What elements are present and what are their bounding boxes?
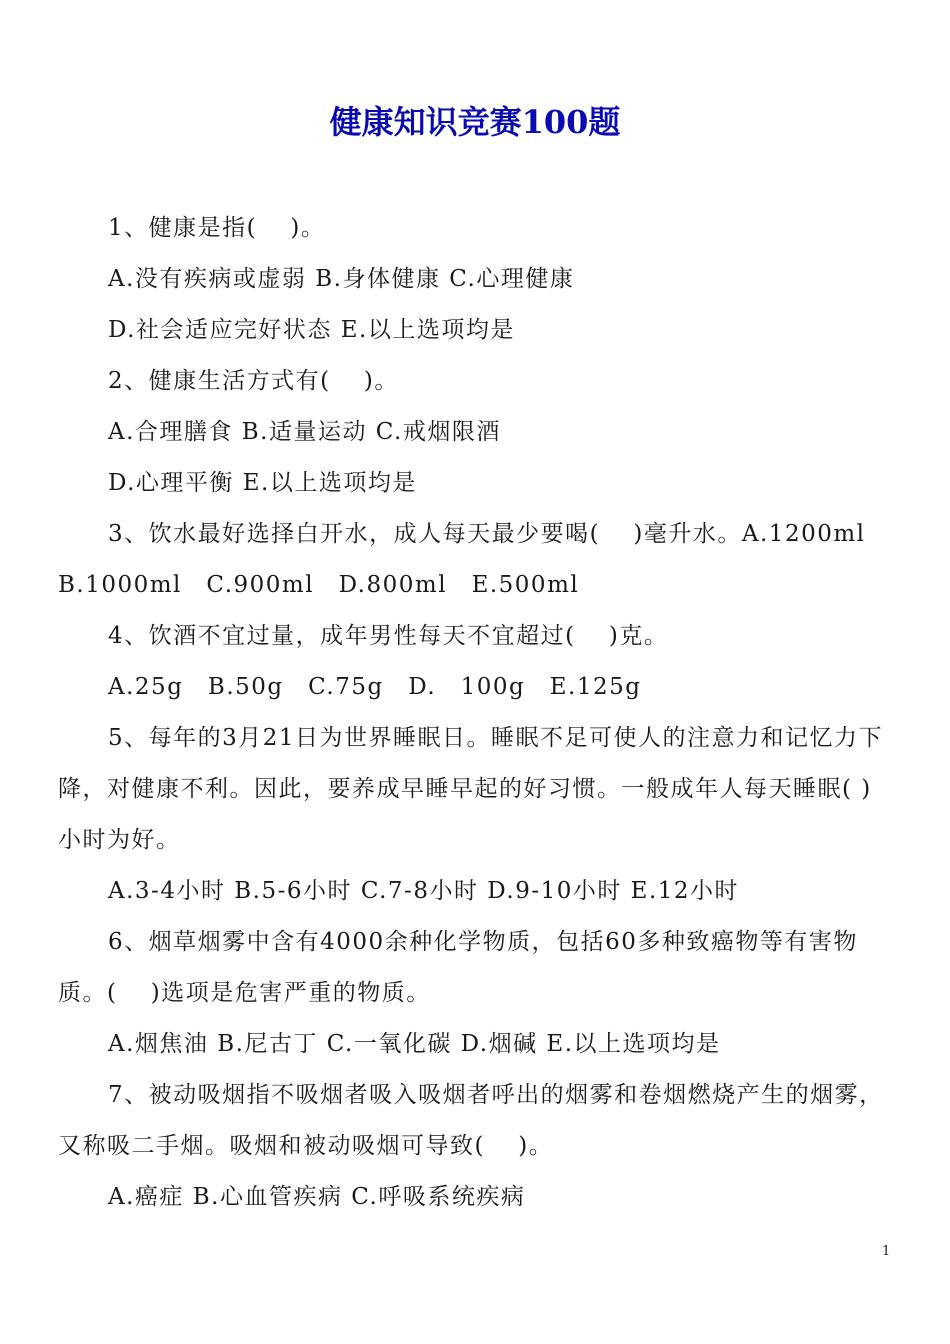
page-title: 健康知识竞赛100题 [329,103,621,141]
question-2: 2、健康生活方式有( )。 [108,368,399,394]
document-body [58,203,893,1223]
question-1-options-a-c: A.没有疾病或虚弱 B.身体健康 C.心理健康 [108,266,575,292]
question-2-options-a-c: A.合理膳食 B.适量运动 C.戒烟限酒 [108,419,501,445]
question-5: 5、每年的3月21日为世界睡眠日。睡眠不足可使人的注意力和记忆力下降，对健康不利。因此，要养成早睡早起的好习惯。一般成年人每天睡眠( )小时为好。 [58,725,884,853]
question-4-options: A.25g B.50g C.75g D. 100g E.125g [108,674,642,700]
question-3: 3、饮水最好选择白开水，成人每天最少要喝( )毫升水。A.1200ml B.1000ml C.900ml D.800ml E.500ml [58,521,866,598]
question-6: 6、烟草烟雾中含有4000余种化学物质，包括60多种致癌物等有害物质。( )选项是危害严重的物质。 [58,929,858,1006]
question-5-options: A.3-4小时 B.5-6小时 C.7-8小时 D.9-10小时 E.12小时 [108,878,740,904]
question-4: 4、饮酒不宜过量，成年男性每天不宜超过( )克。 [108,623,669,649]
question-1-options-d-e: D.社会适应完好状态 E.以上选项均是 [108,317,515,343]
question-6-options: A.烟焦油 B.尼古丁 C.一氧化碳 D.烟碱 E.以上选项均是 [108,1031,721,1057]
question-7-options: A.癌症 B.心血管疾病 C.呼吸系统疾病 [108,1184,526,1210]
page-number: 1 [882,1244,891,1259]
question-7: 7、被动吸烟指不吸烟者吸入吸烟者呼出的烟雾和卷烟燃烧产生的烟雾，又称吸二手烟。吸烟和被动吸烟可导致( )。 [58,1082,884,1159]
question-2-options-d-e: D.心理平衡 E.以上选项均是 [108,470,417,496]
question-1: 1、健康是指( )。 [108,215,326,241]
